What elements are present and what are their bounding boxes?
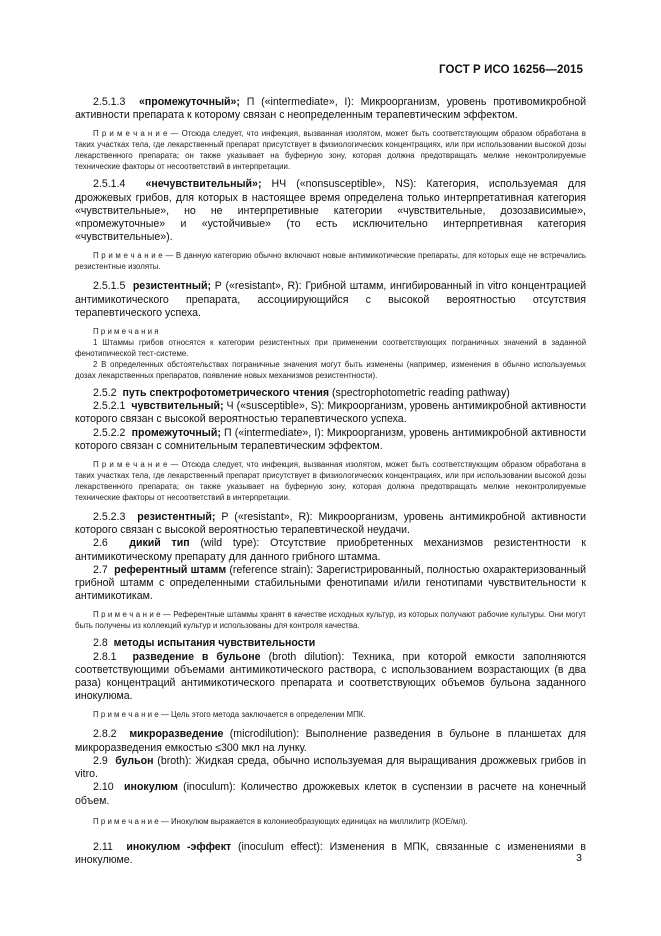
- note-item: 2 В определенных обстоятельствах пограничные значения могут быть изменены (например, изменения в обычно используемых дозах лекарственных препаратов, появление новых механизмов резистентности).: [75, 360, 586, 381]
- note: П р и м е ч а н и е — Отсюда следует, что инфекция, вызванная изолятом, может быть соответствующим образом обработана в таких участках тела, где лекарственный препарат присутствует в физиологических концентрациях, или при использовании высокой дозы лекарственного препарата; он также указывает на буферную зону, которая должна предотвращать мелкие неконтролируемые технические факторы от несоответствий в интерпретации.: [75, 129, 586, 172]
- document-body: [75, 96, 586, 867]
- term-2-5-1-3: 2.5.1.3 «промежуточный»; П («intermediate», I): Микроорганизм, уровень противомикробной активности препарата к которому связан с неопределенным терапевтическим эффектом.: [75, 96, 587, 122]
- term-2-5-2-3: 2.5.2.3 резистентный; Р («resistant», R): Микроорганизм, уровень антимикробной активности которого связан с высокой вероятностью терапевтической неудачи.: [75, 511, 587, 537]
- term-2-7: 2.7 референтный штамм (reference strain): Зарегистрированный, полностью охарактеризованный грибной штамм с определенными стабильными фенотипами и/или генотипами чувствительности к антимикотикам.: [75, 563, 587, 603]
- term-2-5-2-2: 2.5.2.2 промежуточный; П («intermediate», I): Микроорганизм, уровень антимикробной активности которого связан с сомнительным терапевтическим эффектом.: [75, 426, 586, 452]
- term-2-8-1: 2.8.1 разведение в бульоне (broth dilution): Техника, при которой емкости заполняются соответствующими объемами антимикотического раствора, с использованием возрастающих (в два раза) концентраций антимикотического препарата и соответствующих объемов бульона заданного инокулюма.: [75, 650, 586, 703]
- note: П р и м е ч а н и е — Инокулюм выражается в колониеобразующих единицах на миллилитр (КОЕ/мл).: [93, 816, 468, 826]
- note: П р и м е ч а н и е — Отсюда следует, что инфекция, вызванная изолятом, может быть соответствующим образом обработана в таких участках тела, где лекарственный препарат присутствует в физиологических концентрациях, или при использовании высокой дозы лекарственного препарата; он также указывает на буферную зону, которая должна предотвращать мелкие неконтролируемые технические факторы от несоответствий в интерпретации.: [75, 460, 586, 503]
- notes-heading: П р и м е ч а н и я: [93, 327, 159, 337]
- standard-header: ГОСТ Р ИСО 16256—2015: [438, 64, 583, 76]
- term-2-8-2: 2.8.2 микроразведение (microdilution): Выполнение разведения в бульоне в планшетах для микроразведения емкостью ≤300 мкл на лунку.: [75, 728, 586, 754]
- note-item: 1 Штаммы грибов относятся к категории резистентных при применении соответствующих пограничных значений в заданной фенотипической тест-системе.: [75, 338, 586, 359]
- note: П р и м е ч а н и е — В данную категорию обычно включают новые антимикотические препараты, для которых еще не встречались резистентные изоляты.: [75, 251, 586, 272]
- term-2-5-2: 2.5.2 путь спектрофотометрического чтения (spectrophotometric reading pathway): [93, 387, 510, 400]
- note: П р и м е ч а н и е — Референтные штаммы хранят в качестве исходных культур, из которых получают рабочие культуры. Они могут быть получены из коллекций культур и использованы для контроля качества.: [75, 610, 586, 631]
- note: П р и м е ч а н и е — Цель этого метода заключается в определении МПК.: [93, 710, 366, 720]
- term-2-5-1-5: 2.5.1.5 резистентный; Р («resistant», R): Грибной штамм, ингибированный in vitro концентрацией антимикотического препарата, ассоциирующийся с высокой вероятностью отсутствия терапевтического успеха.: [75, 280, 586, 319]
- term-2-8: 2.8 методы испытания чувствительности: [93, 637, 316, 650]
- term-2-11: 2.11 инокулюм -эффект (inoculum effect): Изменения в МПК, связанные с изменениями в инокулюме.: [75, 840, 586, 866]
- term-2-10: 2.10 инокулюм (inoculum): Количество дрожжевых клеток в суспензии в расчете на конечный объем.: [75, 781, 586, 807]
- term-2-9: 2.9 бульон (broth): Жидкая среда, обычно используемая для выращивания дрожжевых грибов in vitro.: [75, 754, 587, 781]
- page-number: 3: [576, 852, 582, 864]
- term-2-6: 2.6 дикий тип (wild type): Отсутствие приобретенных механизмов резистентности к антимикотическому препарату для данного грибного штамма.: [75, 537, 586, 563]
- term-2-5-1-4: 2.5.1.4 «нечувствительный»; НЧ («nonsusceptible», NS): Категория, используемая для дрожжевых грибов, для которых в настоящее время определена только интерпретативная категория «чувствительные», но не интерпретивные категории «чувствительные, дозозависимые», «промежуточные» и «устойчивые» (то есть исключительно интерпретивная категория «чувствительные»).: [75, 178, 586, 244]
- term-2-5-2-1: 2.5.2.1 чувствительный; Ч («susceptible», S): Микроорганизм, уровень антимикробной активности которого связан с высокой вероятностью терапевтического успеха.: [75, 400, 586, 426]
